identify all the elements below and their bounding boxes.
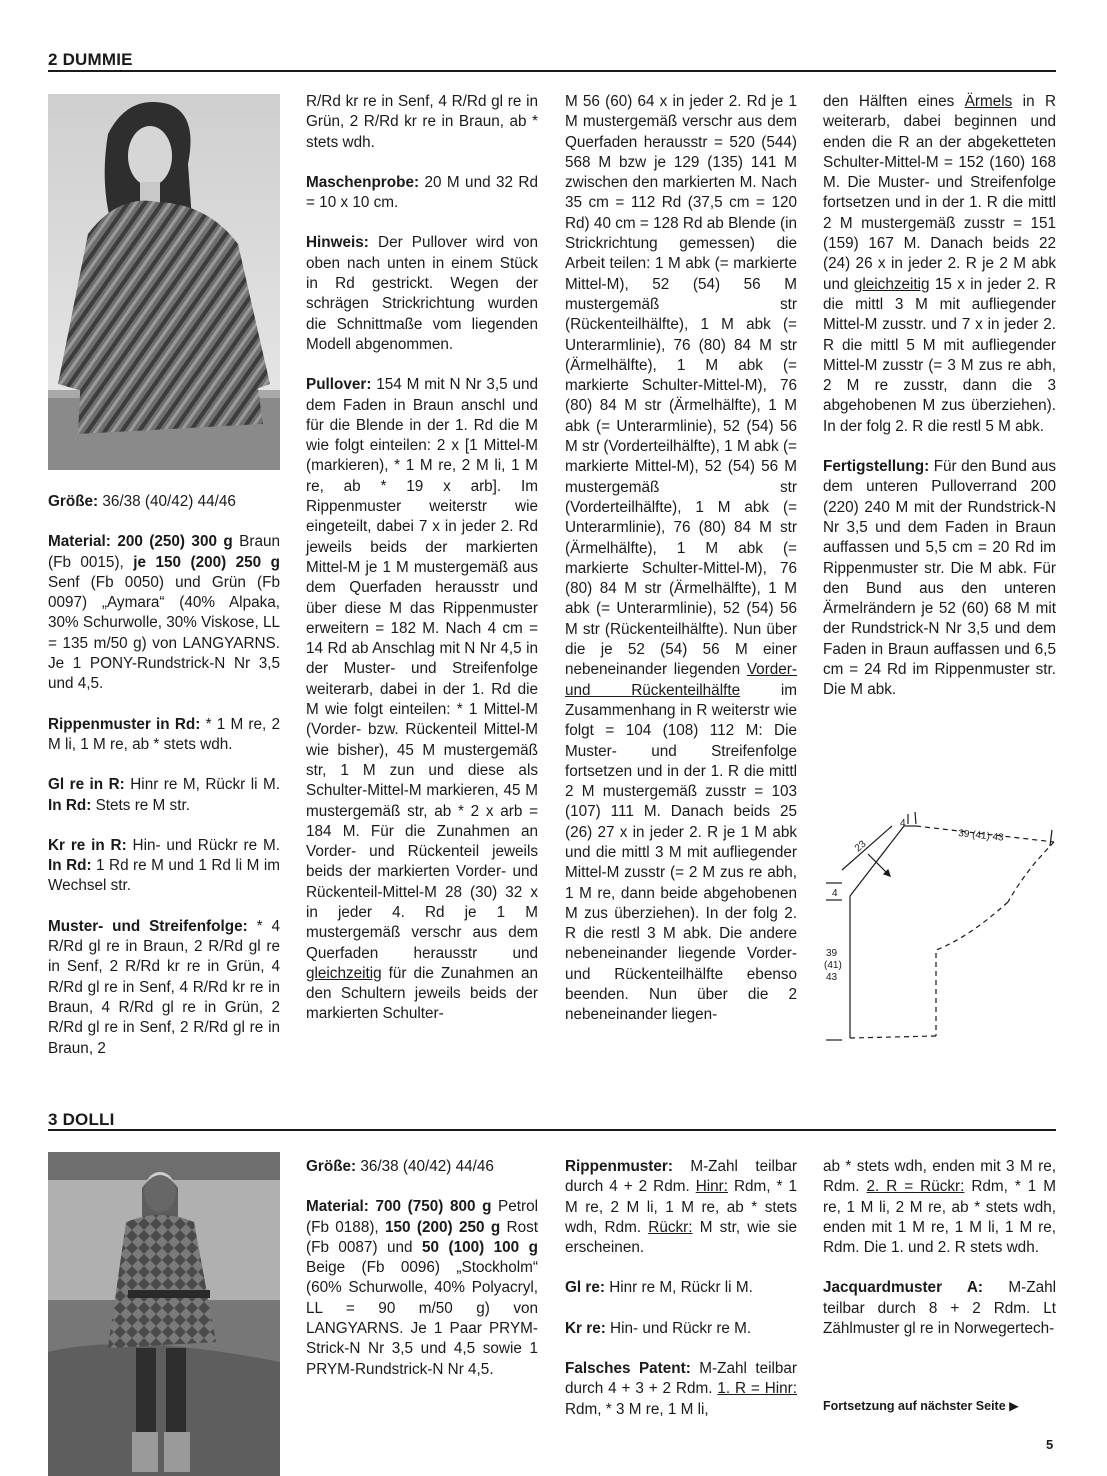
dim-left-small: 4 <box>832 888 838 899</box>
section-rule <box>48 70 1056 72</box>
pullover-paragraph: Pullover: 154 M mit N Nr 3,5 und dem Faden in Braun anschl und für die Blende in der 1. Rd die M wie folgt einteilen: 2 x [1 Mittel-M (markieren), * 1 M re, 2 M li, 1 M re, ab * 19 x arb]. Im Rippenmuster weiterstr wie eingeteilt, dabei 7 x in jeder 2. Rd jeweils beids der markierten Mittel-M je 1 M mustergemäß aus dem Querfaden herausstr und über diese M das Rippenmuster erweitern = 182 M. Nach 4 cm = 14 Rd ab Anschlag mit N Nr 4,5 in der Muster- und Streifenfolge weiterarb, dabei in der 1. Rd die M wie folgt einteilen: * 1 Mittel-M (Vorder- bzw. Rückenteil Mittel-M wie bisher), 45 M mustergemäß str, 1 M zun und diese als Schulter-Mittel-M markieren, 45 M mustergemäß str, ab * 2 x arb = 184 M. Für die Zunahmen an Vorder- und Rückenteil jeweils beids der markierten Vorder- und Rückenteil-Mittel-M 28 (30) 32 x in jeder 4. Rd je 1 M mustergemäß verschr aus dem Querfaden herausstr und gleichzeitig für die Zunahmen an den Schultern jeweils beids der markierten Schulter- <box>306 376 538 1023</box>
dim-left-2: (41) <box>824 960 842 971</box>
dim-diag: 23 <box>852 838 869 855</box>
size-paragraph: Größe: 36/38 (40/42) 44/46 <box>48 493 236 510</box>
dolli-column-2 <box>306 1157 538 1380</box>
section-title-dolli: 3 DOLLI <box>48 1110 115 1129</box>
dolli-krre-paragraph: Kr re: Hin- und Rückr re M. <box>565 1319 752 1337</box>
dolli-jacquard-paragraph: Jacquardmuster A: M-Zahl teilbar durch 8 + 2 Rdm. Lt Zählmuster gl re in Norwegertech- <box>823 1279 1056 1338</box>
muster-paragraph: Muster- und Streifenfolge: * 4 R/Rd gl re in Braun, 2 R/Rd gl re in Senf, 2 R/Rd kr re in Grün, 4 R/Rd gl re in Senf, 4 R/Rd kr re in Braun, 4 R/Rd gl re in Grün, 2 R/Rd gl re in Senf, 2 R/Rd gl re in Braun, 2 <box>48 917 280 1057</box>
continuation-note: Fortsetzung auf nächster Seite ▶ <box>823 1399 1019 1413</box>
dolli-material-paragraph: Material: 700 (750) 800 g Petrol (Fb 0188), 150 (200) 250 g Rost (Fb 0087) und 50 (100) 100 g Beige (Fb 0096) „Stockholm“ (60% Schurwolle, 40% Polyacryl, LL = 90 m/50 g) von LANGYARNS. Je 1 Paar PRYM-Strick-N Nr 3,5 und 4,5 sowie 1 PRYM-Rundstrick-N Nr 4,5. <box>306 1198 538 1378</box>
dim-left-3: 43 <box>826 972 838 983</box>
dolli-patent-continued: ab * stets wdh, enden mit 3 M re, Rdm. 2. R = Rückr: Rdm, * 1 M re, 1 M li, 2 M re, ab * stets wdh, enden mit 1 M re, 1 M li, 1 M re, Rdm. Die 1. und 2. R stets wdh. <box>823 1158 1057 1257</box>
aermel-paragraph: den Hälften eines Ärmels in R weiterarb, dabei beginnen und enden die R an der abgeketteten Schulter-Mittel-M = 152 (160) 168 M. Die Muster- und Streifenfolge fortsetzen und in der 1. R die mittl 2 M mustergemäß zusstr = 151 (159) 167 M. Danach beids 22 (24) 26 x in jeder 2. R je 2 M abk und gleichzeitig 15 x in jeder 2. R die mittl 3 M mit aufliegender Mittel-M zusstr. und 7 x in jeder 2. R die mittl 5 M mit aufliegender Mittel-M zusstr (= 3 M zus re abh, 2 M re zusstr, dann die 3 abgehobenen M zus überziehen). In der folg 2. R die restl 5 M abk. <box>823 93 1057 435</box>
section-rule <box>48 1129 1056 1131</box>
schematic-diagram <box>818 808 1058 1048</box>
dim-top-small: 4 <box>900 818 906 829</box>
dim-top-width: 39 (41) 43 <box>957 828 1005 844</box>
dolli-glre-paragraph: Gl re: Hinr re M, Rückr li M. <box>565 1279 753 1297</box>
dolli-column-4 <box>823 1157 1056 1339</box>
maschenprobe-paragraph: Maschenprobe: 20 M und 32 Rd = 10 x 10 cm. <box>306 173 538 212</box>
fertigstellung-paragraph: Fertigstellung: Für den Bund aus dem unteren Pulloverrand 200 (220) 240 M mit der Rundstrick-N Nr 3,5 und dem Faden in Braun auffassen und 5,5 cm = 20 Rd im Rippenmuster str. Die M abk. Für den Bund aus den unteren Ärmelrändern je 52 (60) 68 M mit der Rundstrick-N Nr 3,5 und dem Faden in Braun auffassen und 6,5 cm = 24 Rd im Rippenmuster str. Die M abk. <box>823 458 1056 699</box>
dolli-size-paragraph: Größe: 36/38 (40/42) 44/46 <box>306 1158 494 1175</box>
hinweis-paragraph: Hinweis: Der Pullover wird von oben nach unten in einem Stück in Rd gestrickt. Wegen der schrägen Strickrichtung wurden die Schnittmaße vom liegenden Modell abgenommen. <box>306 234 538 353</box>
dim-left-1: 39 <box>826 948 838 959</box>
krre-paragraph: Kr re in R: Hin- und Rückr re M. In Rd: 1 Rd re M und 1 Rd li M im Wechsel str. <box>48 836 280 895</box>
rippenmuster-paragraph: Rippenmuster in Rd: * 1 M re, 2 M li, 1 M re, ab * stets wdh. <box>48 715 280 753</box>
column-2 <box>306 92 538 1025</box>
photo-dolli <box>48 1152 280 1476</box>
column-3 <box>565 92 797 1026</box>
pullover-continued: M 56 (60) 64 x in jeder 2. Rd je 1 M mustergemäß verschr aus dem Querfaden herausstr = 520 (544) 568 M bzw je 129 (135) 141 M zwischen den markierten M. Nach 35 cm = 112 Rd (37,5 cm = 120 Rd) 40 cm = 128 Rd ab Blende (in Strickrichtung gemessen) die Arbeit teilen: 1 M abk (= markierte Mittel-M), 52 (54) 56 M mustergemäß str (Rückenteilhälfte), 1 M abk (= Unterarmlinie), 76 (80) 84 M str (Ärmelhälfte), 1 M abk (= markierte Schulter-Mittel-M), 76 (80) 84 M str (Ärmelhälfte), 1 M abk (= Unterarmlinie), 52 (54) 56 M str (Vorderteilhälfte), 1 M abk (= markierte Mittel-M), 52 (54) 56 M mustergemäß str (Vorderteilhälfte), 1 M abk (= Unterarmlinie), 76 (80) 84 M str (Ärmelhälfte), 1 M abk (= markierte Schulter-Mittel-M), 76 (80) 84 M str (Ärmelhälfte), 1 M abk (= Unterarmlinie), 52 (54) 56 M str (Rückenteilhälfte). Nun über die je 52 (54) 56 M einer nebeneinander liegenden Vorder- und Rückenteilhälfte im Zusammenhang in R weiterstr wie folgt = 104 (108) 112 M: Die Muster- und Streifenfolge fortsetzen und in der 1. R die mittl 2 M mustergemäß zusstr = 103 (107) 111 M. Danach beids 25 (26) 27 x in jeder 2. R je 1 M abk und die mittl 3 M mit aufliegender Mittel-M zusstr (= 2 M zus re abh, 1 M re, dann beide abgehobenen M zus überziehen). In der folg 2. R die restl 3 M abk. Die andere nebeneinander liegende Vorder- und Rückenteilhälfte ebenso beenden. Nun über die 2 nebeneinander liegen- <box>565 93 797 1024</box>
page-number: 5 <box>1046 1437 1054 1452</box>
column-1 <box>48 492 280 1059</box>
dolli-patent-paragraph: Falsches Patent: M-Zahl teilbar durch 4 + 3 + 2 Rdm. 1. R = Hinr: Rdm, * 3 M re, 1 M li, <box>565 1360 797 1418</box>
dolli-column-3 <box>565 1157 797 1420</box>
column-4 <box>823 92 1056 701</box>
dolli-rippen-paragraph: Rippenmuster: M-Zahl teilbar durch 4 + 2 Rdm. Hinr: Rdm, * 1 M re, 2 M li, 1 M re, ab * stets wdh, Rdm. Rückr: M str, wie sie erscheinen. <box>565 1158 798 1257</box>
section-title-dummie: 2 DUMMIE <box>48 50 133 69</box>
glre-paragraph: Gl re in R: Hinr re M, Rückr li M. In Rd: Stets re M str. <box>48 776 281 814</box>
material-paragraph: Material: 200 (250) 300 g Braun (Fb 0015), je 150 (200) 250 g Senf (Fb 0050) und Grün (Fb 0097) „Aymara“ (40% Alpaka, 30% Schurwolle, 30% Viskose, LL = 135 m/50 g) von LANGYARNS. Je 1 PONY-Rundstrick-N Nr 3,5 und 4,5. <box>48 533 280 693</box>
muster-continued: R/Rd kr re in Senf, 4 R/Rd gl re in Grün, 2 R/Rd kr re in Braun, ab * stets wdh. <box>306 93 538 151</box>
photo-dummie <box>48 94 280 470</box>
